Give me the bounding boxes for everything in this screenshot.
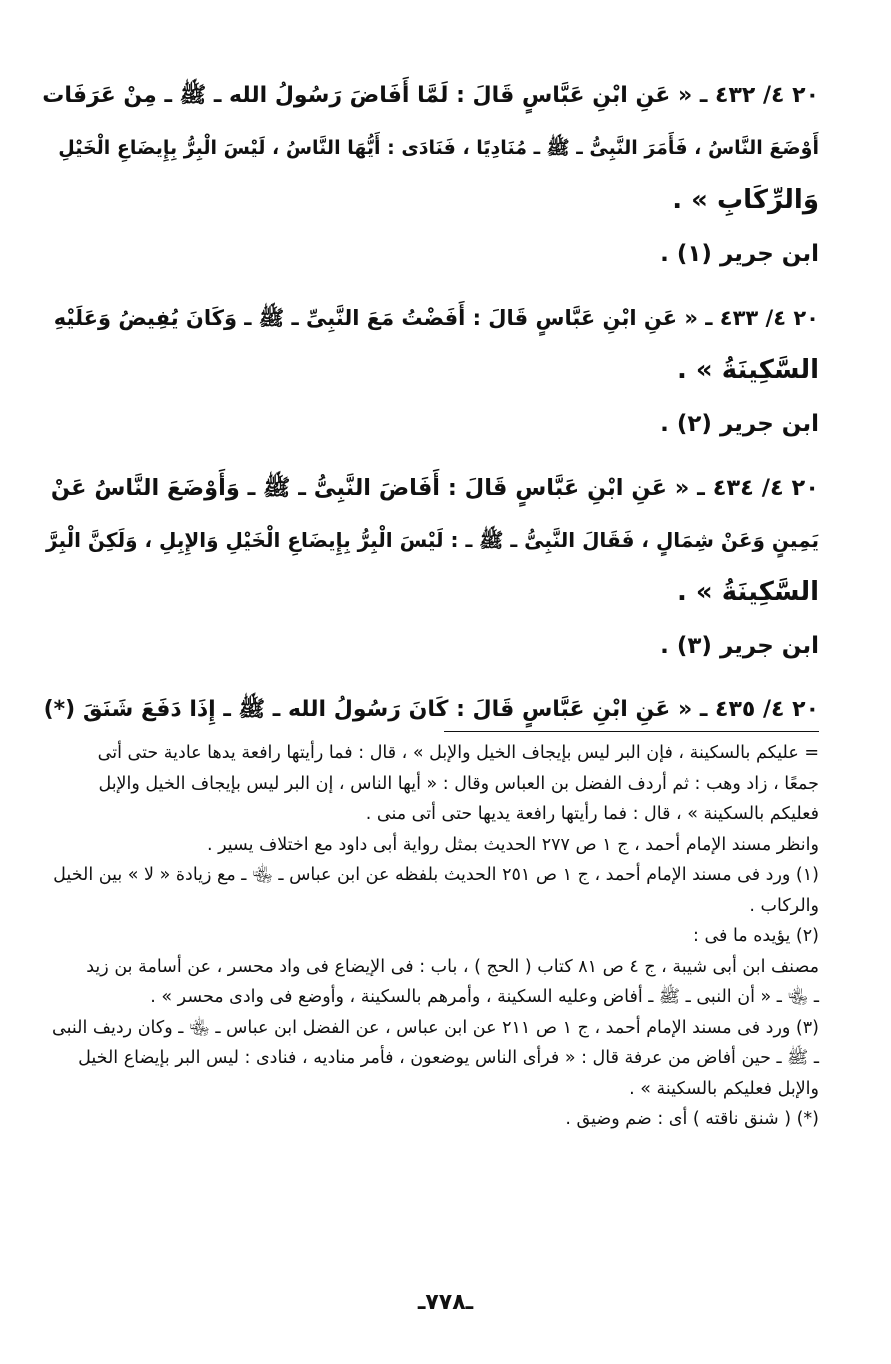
footnote-1: [46, 860, 819, 921]
hadith-line: السَّكِينَةُ » .: [676, 355, 819, 385]
hadith-source: ابن جرير (١) .: [660, 241, 819, 267]
footnote-line: (*) ( شنق ناقته ) أى : ضم وضيق .: [565, 1109, 819, 1129]
hadith-433: [40, 292, 819, 452]
footnote-line: ـ ﷺ ـ حين أفاض من عرفة قال : « فرأى الناس يوضعون ، فأمر مناديه ، فنادى : ليس البر بإيضاع الخيل: [78, 1048, 819, 1068]
hadith-line: السَّكِينَةُ » .: [676, 577, 819, 607]
footnote-3: [46, 1013, 819, 1105]
footnote-continuation: [46, 738, 819, 860]
footnote-line: (٣) ورد فى مسند الإمام أحمد ، ج ١ ص ٢١١ عن ابن عباس ، عن الفضل ابن عباس ـ ﵄ ـ وكان رديف النبى: [52, 1017, 819, 1038]
footnote-line: فعليكم بالسكينة » ، قال : فما رأيتها رافعة يديها حتى أتى منى .: [365, 804, 819, 824]
hadith-line: أَوْضَعَ النَّاسُ ، فَأَمَرَ النَّبِىُّ ـ ﷺ ـ مُنَادِيًا ، فَنَادَى : أَيُّهَا النَّاسُ ، لَيْسَ الْبِرُّ بِإِيضَاعِ الْخَيْلِ: [58, 137, 819, 159]
footnote-line: = عليكم بالسكينة ، فإن البر ليس بإيجاف الخيل والإبل » ، قال : فما رأيتها رافعة يدها عادية حتى أتى: [97, 743, 819, 763]
footnote-divider: [444, 731, 819, 732]
footnote-line: جمعًا ، زاد وهب : ثم أردف الفضل بن العباس وقال : « أيها الناس ، إن البر ليس بإيجاف الخيل والإبل: [98, 773, 819, 794]
hadith-435: [40, 684, 819, 736]
footnote-2: [46, 921, 819, 1013]
hadith-434: [40, 462, 819, 674]
hadith-line: ٢٠ ٤/ ٤٣٤ ـ « عَنِ ابْنِ عَبَّاسٍ قَالَ : أَفَاضَ النَّبِىُّ ـ ﷺ ـ وَأَوْضَعَ النَّاسُ عَنْ: [50, 475, 819, 501]
hadith-line: ٢٠ ٤/ ٤٣٣ ـ « عَنِ ابْنِ عَبَّاسٍ قَالَ : أَفَضْتُ مَعَ النَّبِىِّ ـ ﷺ ـ وَكَانَ يُفِيضُ وَعَلَيْهِ: [53, 306, 819, 330]
hadith-line: ٢٠ ٤/ ٤٣٢ ـ « عَنِ ابْنِ عَبَّاسٍ قَالَ : لَمَّا أَفَاضَ رَسُولُ الله ـ ﷺ ـ مِنْ عَرَفَات: [42, 83, 819, 108]
footnote-star: [46, 1104, 819, 1135]
footnote-line: (١) ورد فى مسند الإمام أحمد ، ج ١ ص ٢٥١ الحديث بلفظه عن ابن عباس ـ ﵄ ـ مع زيادة « لا » بين الخيل: [53, 865, 819, 885]
hadith-line: يَمِينٍ وَعَنْ شِمَالٍ ، فَقَالَ النَّبِىُّ ـ ﷺ ـ : لَيْسَ الْبِرُّ بِإِيضَاعِ الْخَيْلِ وَالإِبِلِ ، وَلَكِنَّ الْبِرَّ: [46, 528, 819, 552]
hadith-line: ٢٠ ٤/ ٤٣٥ ـ « عَنِ ابْنِ عَبَّاسٍ قَالَ : كَانَ رَسُولُ الله ـ ﷺ ـ إِذَا دَفَعَ شَنَقَ (*): [43, 697, 819, 722]
hadith-line: وَالرِّكَابِ » .: [672, 185, 819, 215]
main-text: [40, 70, 819, 746]
footnote-line: والركاب .: [749, 895, 819, 916]
hadith-source: ابن جرير (٣) .: [660, 633, 819, 659]
footnote-line: والإبل فعليكم بالسكينة » .: [629, 1078, 819, 1099]
hadith-432: [40, 70, 819, 282]
hadith-source: ابن جرير (٢) .: [660, 411, 819, 437]
footnote-line: وانظر مسند الإمام أحمد ، ج ١ ص ٢٧٧ الحديث بمثل رواية أبى داود مع اختلاف يسير .: [206, 834, 819, 855]
footnote-line: (٢) يؤيده ما فى :: [692, 926, 819, 946]
footnote-line: ـ ﵄ ـ « أن النبى ـ ﷺ ـ أفاض وعليه السكينة ، وأمرهم بالسكينة ، وأوضع فى وادى محسر » .: [150, 987, 819, 1007]
page-number: ـ٧٧٨ـ: [417, 1290, 474, 1315]
footnotes: [46, 738, 819, 1135]
footnote-line: مصنف ابن أبى شيبة ، ج ٤ ص ٨١ كتاب ( الحج ) ، باب : فى الإيضاع فى واد محسر ، عن أسامة بن زيد: [86, 956, 819, 977]
